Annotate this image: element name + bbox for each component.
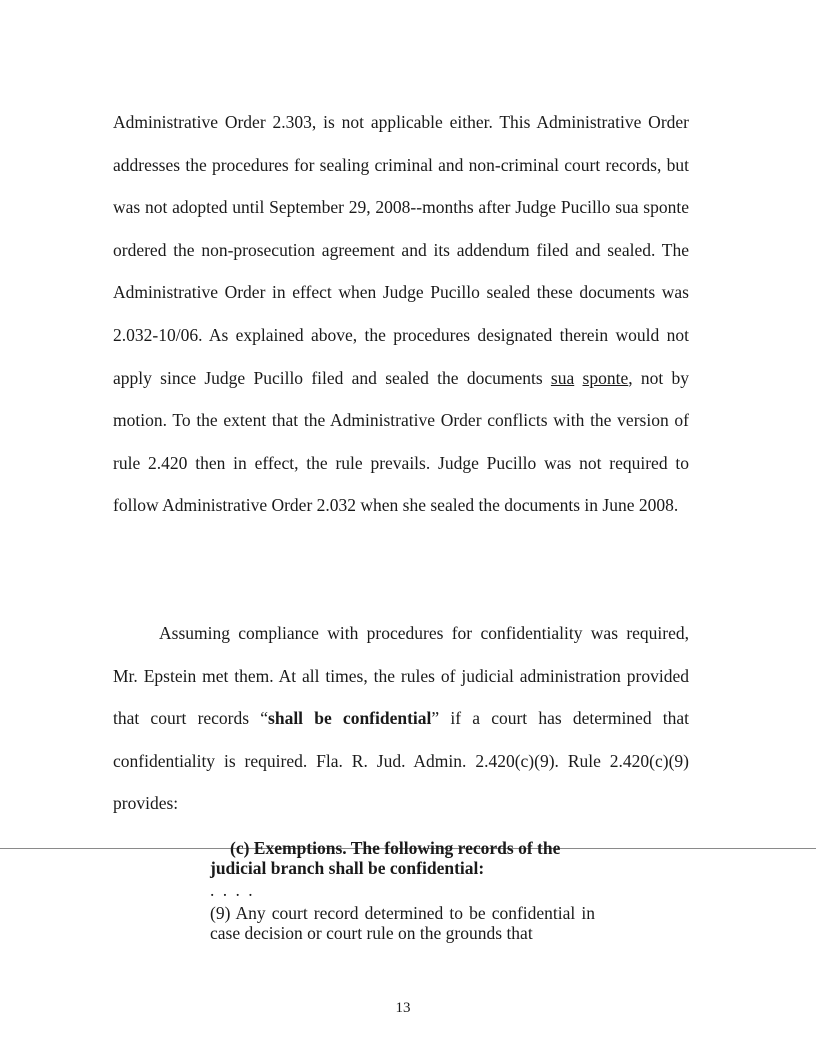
paragraph-2-part-b: ” if a court has determined that confidentiality is required. Fla. R. Jud. Admin. 2.420(c)(9). Rule 2.420(c)(9) provides:: [113, 708, 689, 814]
paragraph-compliance: [113, 612, 689, 825]
paragraph-2-part-a: Assuming compliance with procedures for confidentiality was required, Mr. Epstein met them. At all times, the rules of judicial administration provided that court records “: [113, 623, 689, 729]
quote-heading-line-1: (c) Exemptions. The following records of the: [230, 838, 561, 858]
quote-heading-line-2: judicial branch shall be confidential:: [210, 858, 485, 878]
paragraph-2-text: [113, 612, 689, 825]
paragraph-1-part-a: Administrative Order 2.303, is not applicable either. This Administrative Order addresses the procedures for sealing criminal and non-criminal court records, but was not adopted until September 29, 2008--months after Judge Pucillo sua sponte ordered the non-prosecution agreement and its addendum filed and sealed. The Administrative Order in effect when Judge Pucillo sealed these documents was 2.032-10/06. As explained above, the procedures designated therein would not apply since Judge Pucillo filed and sealed the documents: [113, 112, 689, 388]
bold-shall-be-confidential: shall be confidential: [268, 708, 432, 729]
paragraph-1-text: [113, 101, 689, 527]
underlined-sua: sua: [550, 367, 575, 388]
paragraph-administrative-order: [113, 101, 689, 527]
page-number: 13: [395, 1000, 411, 1016]
block-quote-heading: [210, 838, 595, 878]
underlined-sponte: sponte: [582, 367, 629, 388]
quote-ellipsis: . . . .: [210, 880, 255, 900]
block-quote-body: (9) Any court record determined to be confidential in case decision or court rule on the grounds that: [210, 903, 595, 943]
paragraph-1-part-b: , not by motion. To the extent that the Administrative Order conflicts with the version of rule 2.420 then in effect, the rule prevails. Judge Pucillo was not required to follow Administrative Order 2.032 when she sealed the documents in June 2008.: [113, 367, 690, 516]
